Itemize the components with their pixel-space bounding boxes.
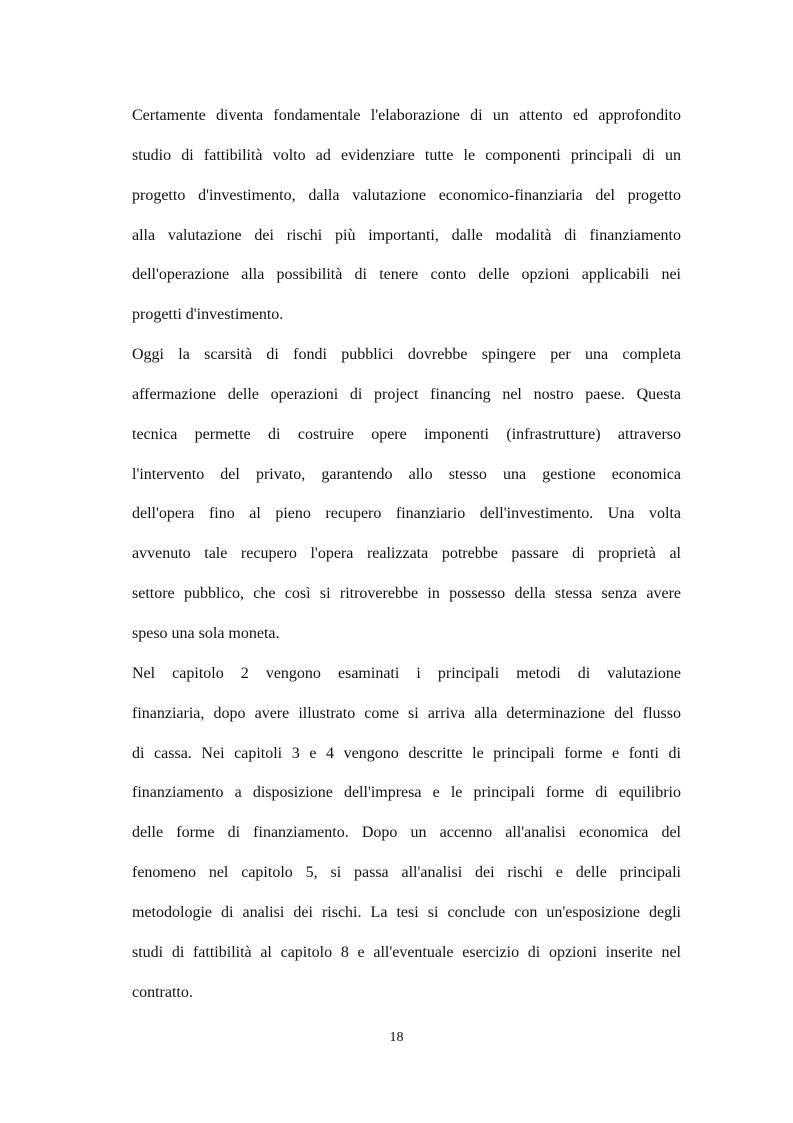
text-line: dell'operazione alla possibilità di tenere conto delle opzioni applicabili nei bbox=[132, 266, 681, 284]
text-line: settore pubblico, che così si ritroverebbe in possesso della stessa senza avere bbox=[132, 585, 681, 603]
text-line: tecnica permette di costruire opere imponenti (infrastrutture) attraverso bbox=[132, 425, 681, 443]
text-line: contratto. bbox=[132, 983, 193, 1001]
text-line: studio di fattibilità volto ad evidenziare tutte le componenti principali di un bbox=[132, 146, 681, 164]
text-line: affermazione delle operazioni di project financing nel nostro paese. Questa bbox=[132, 385, 681, 403]
paragraph-1 bbox=[132, 101, 681, 340]
paragraph-2 bbox=[132, 340, 681, 659]
text-line: finanziaria, dopo avere illustrato come si arriva alla determinazione del flusso bbox=[132, 704, 681, 722]
text-line: alla valutazione dei rischi più importanti, dalle modalità di finanziamento bbox=[132, 226, 681, 244]
text-line: l'intervento del privato, garantendo allo stesso una gestione economica bbox=[132, 465, 681, 483]
text-line: Nel capitolo 2 vengono esaminati i principali metodi di valutazione bbox=[132, 664, 681, 682]
text-line: speso una sola moneta. bbox=[132, 624, 280, 642]
text-line: dell'opera fino al pieno recupero finanziario dell'investimento. Una volta bbox=[132, 505, 681, 523]
text-line: finanziamento a disposizione dell'impresa e le principali forme di equilibrio bbox=[132, 784, 681, 802]
text-line: progetto d'investimento, dalla valutazione economico-finanziaria del progetto bbox=[132, 186, 681, 204]
text-line: fenomeno nel capitolo 5, si passa all'analisi dei rischi e delle principali bbox=[132, 864, 681, 882]
text-line: delle forme di finanziamento. Dopo un accenno all'analisi economica del bbox=[132, 824, 681, 842]
page-number: 18 bbox=[389, 1030, 404, 1045]
text-line: avvenuto tale recupero l'opera realizzata potrebbe passare di proprietà al bbox=[132, 545, 681, 563]
text-line: di cassa. Nei capitoli 3 e 4 vengono descritte le principali forme e fonti di bbox=[132, 744, 681, 762]
text-line: studi di fattibilità al capitolo 8 e all'eventuale esercizio di opzioni inserite nel bbox=[132, 943, 681, 961]
text-line: Oggi la scarsità di fondi pubblici dovrebbe spingere per una completa bbox=[132, 346, 681, 364]
text-line: progetti d'investimento. bbox=[132, 306, 284, 324]
text-line: metodologie di analisi dei rischi. La tesi si conclude con un'esposizione degli bbox=[132, 903, 681, 921]
paragraph-3 bbox=[132, 659, 681, 1018]
text-line: Certamente diventa fondamentale l'elaborazione di un attento ed approfondito bbox=[132, 107, 681, 124]
body-text bbox=[132, 101, 681, 1017]
